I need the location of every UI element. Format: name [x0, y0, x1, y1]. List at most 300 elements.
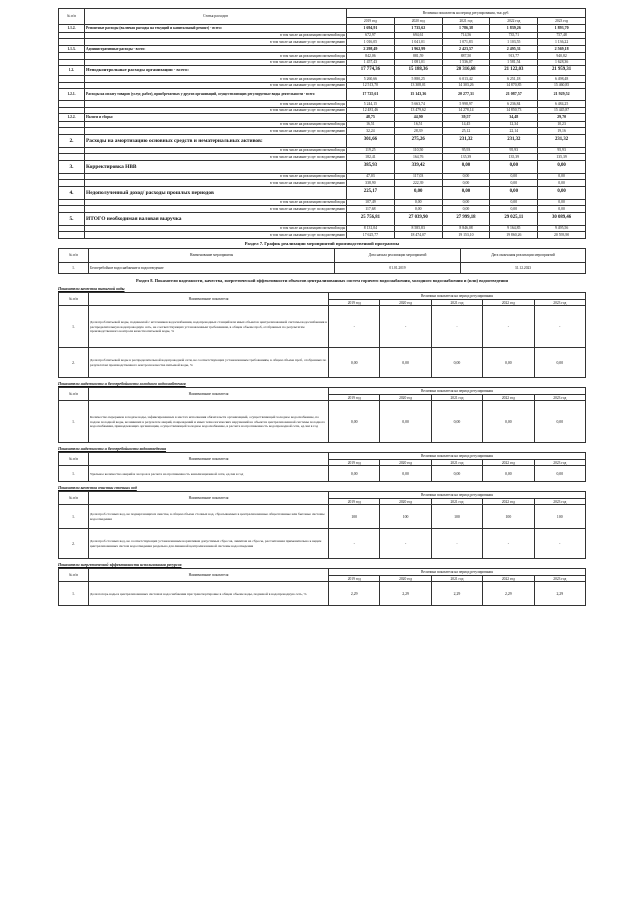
col-name-header: Наименование показателя — [89, 569, 329, 582]
row-value: 5 880,25 — [394, 76, 442, 83]
year-header: 2019 год — [329, 499, 380, 505]
row-value: 16,51 — [394, 121, 442, 128]
row-value: 100 — [534, 505, 585, 529]
row-value: 1 536,07 — [442, 59, 490, 66]
row-num: 1.1.2. — [59, 25, 85, 33]
row-value: 100 — [329, 505, 380, 529]
row-value: 5 663,74 — [394, 101, 442, 108]
row-value: 231,32 — [490, 134, 538, 147]
col-period-header: Величина показателя на период регулирования — [329, 569, 586, 576]
row-name: в том числе на оказание услуг по водоотведению — [85, 107, 347, 114]
year-header: 2020 год — [380, 395, 431, 401]
year-header: 2019 год — [347, 18, 395, 25]
section8-title: Раздел 8. Показатели надежности, качества, энергетической эффективности объектов централизованных систем горячего водоснабжения, холодного водоснабжения и (или) водоотведения — [135, 277, 509, 283]
col-num-header: № п/п — [59, 453, 89, 466]
table-row — [59, 232, 586, 239]
row-value: 0,00 — [431, 466, 482, 482]
row-name: в том числе на оказание услуг по водоотведению — [85, 154, 347, 161]
year-header: 2022 год — [483, 499, 534, 505]
row-value: 100 — [380, 505, 431, 529]
year-header: 2021 год — [431, 460, 482, 466]
row-num: 2. — [59, 529, 89, 559]
row-name: в том числе на оказание услуг по водоотведению — [85, 128, 347, 135]
year-header: 2019 год — [329, 460, 380, 466]
row-value: 0,00 — [431, 401, 482, 443]
row-value: - — [483, 529, 534, 559]
row-value: 2 495,31 — [490, 45, 538, 53]
row-value: 8 131,04 — [347, 225, 395, 232]
row-value: 0,00 — [538, 199, 586, 206]
row-value: 6 251,18 — [490, 76, 538, 83]
row-value: 13 479,62 — [394, 107, 442, 114]
row-value: 1 081,01 — [394, 59, 442, 66]
year-header: 2022 год — [483, 300, 534, 306]
expenses-table — [58, 8, 586, 239]
row-name: Удельное количество аварий и засоров в расчете на протяженность канализационной сети, ед./км в год — [89, 466, 329, 482]
row-value: 8 585,83 — [394, 225, 442, 232]
col-num-header: № п/п — [59, 492, 89, 505]
row-value: 2,29 — [380, 582, 431, 606]
row-value: 0,00 — [490, 186, 538, 199]
row-value: 0,00 — [490, 173, 538, 180]
row-value: 17 725,61 — [347, 89, 395, 101]
row-value: 135,39 — [538, 154, 586, 161]
row-value: 6 498,48 — [538, 76, 586, 83]
row-value: 27 999,18 — [442, 212, 490, 225]
row-value: 12,34 — [490, 121, 538, 128]
row-value: 100 — [483, 505, 534, 529]
table-row — [59, 505, 586, 529]
row-value: - — [329, 529, 380, 559]
row-value: 119,25 — [347, 147, 395, 154]
row-value: 19,16 — [538, 128, 586, 135]
row-value: 2 569,18 — [538, 45, 586, 53]
row-value: 0,00 — [490, 206, 538, 213]
row-name: в том числе на оказание услуг по водоотведению — [85, 82, 347, 89]
row-value: 107,49 — [347, 199, 395, 206]
row-value: 0,00 — [490, 199, 538, 206]
row-value: 887,50 — [442, 53, 490, 60]
row-value: 44,90 — [394, 114, 442, 122]
row-value: 10,23 — [538, 121, 586, 128]
year-header: 2023 год — [534, 576, 585, 582]
row-num — [59, 232, 85, 239]
row-value: 34,48 — [490, 114, 538, 122]
table-row — [59, 401, 586, 443]
row-value: 0,00 — [534, 466, 585, 482]
row-value: 0,00 — [380, 348, 431, 378]
row-value: 17 625,77 — [347, 232, 395, 239]
row-value: 1 694,91 — [347, 25, 395, 33]
table-header-row — [59, 293, 586, 300]
table-row — [59, 45, 586, 53]
col-num-header: № п/п — [59, 569, 89, 582]
row-value: 0,00 — [394, 199, 442, 206]
s7-row-start: 01.01.2019 — [335, 262, 461, 273]
row-value: 1 581,54 — [490, 59, 538, 66]
row-value: 231,32 — [442, 134, 490, 147]
col-num-header: № п/п — [59, 293, 89, 306]
row-value: 2,29 — [483, 582, 534, 606]
col-period-header: Величина показателя на период регулирования, тыс.руб. — [347, 9, 586, 18]
row-value: 0,00 — [483, 348, 534, 378]
row-name: ИТОГО необходимая валовая выручка — [85, 212, 347, 225]
row-value: 15 445,87 — [538, 107, 586, 114]
year-header: 2019 год — [329, 576, 380, 582]
row-value: 1 839,26 — [490, 25, 538, 33]
row-value: 2,29 — [534, 582, 585, 606]
row-value: 25,12 — [442, 128, 490, 135]
table-row — [59, 114, 586, 122]
row-value: 1 628,36 — [538, 59, 586, 66]
row-value: 12 481,46 — [347, 107, 395, 114]
row-value: - — [534, 529, 585, 559]
row-name: Доля проб питьевой воды, подаваемой с источников водоснабжения, водопроводных станций или иных объектов централизованной системы водоснабжения в распределительную водопроводную сеть, не соответствующих установленным требованиям, в общем объеме проб, отобранных по результатам производственного контроля качества питьевой воды, % — [89, 306, 329, 348]
row-num: 2. — [59, 348, 89, 378]
row-value: 2,29 — [431, 582, 482, 606]
year-header: 2022 год — [483, 460, 534, 466]
row-value: 1 457,43 — [347, 59, 395, 66]
row-value: 881,59 — [394, 53, 442, 60]
schedule-table — [58, 248, 586, 274]
row-value: 0,00 — [442, 186, 490, 199]
table-row — [59, 89, 586, 101]
row-num: 1. — [59, 466, 89, 482]
table-row — [59, 212, 586, 225]
s7-row-num: 1. — [59, 262, 89, 273]
row-num: 1. — [59, 582, 89, 606]
row-value: 47,03 — [347, 173, 395, 180]
year-header: 2022 год — [490, 18, 538, 25]
indicator-table — [58, 292, 586, 378]
row-value: 231,32 — [538, 134, 586, 147]
row-value: 1 016,05 — [347, 39, 395, 46]
row-value: 0,00 — [380, 466, 431, 482]
row-name: в том числе на оказание услуг по водоотведению — [85, 39, 347, 46]
year-header: 2021 год — [431, 576, 482, 582]
s7-row-name: Бесперебойное водоснабжение и водоотведение — [89, 262, 335, 273]
year-header: 2021 год — [431, 395, 482, 401]
s7-name-header: Наименование мероприятия — [89, 248, 335, 262]
row-value: 222,39 — [394, 180, 442, 187]
section8-blocks — [58, 286, 586, 606]
row-value: 0,00 — [483, 466, 534, 482]
row-value: 1 786,38 — [442, 25, 490, 33]
row-value: 100 — [431, 505, 482, 529]
indicator-table — [58, 387, 586, 443]
row-num: 1. — [59, 306, 89, 348]
year-header: 2020 год — [394, 18, 442, 25]
row-name: в том числе на реализацию питьевой воды — [85, 101, 347, 108]
year-header: 2023 год — [534, 300, 585, 306]
row-value: 14 278,14 — [442, 107, 490, 114]
row-value: 913,77 — [490, 53, 538, 60]
row-value: 714,56 — [442, 32, 490, 39]
row-value: 95,93 — [442, 147, 490, 154]
row-value: 18 474,07 — [394, 232, 442, 239]
row-value: 0,00 — [329, 466, 380, 482]
row-value: 14 870,85 — [490, 82, 538, 89]
row-value: - — [380, 306, 431, 348]
row-value: 117,68 — [347, 206, 395, 213]
row-value: 117,03 — [394, 173, 442, 180]
row-value: 1 041,01 — [394, 39, 442, 46]
table-row — [59, 348, 586, 378]
row-value: 20 593,90 — [538, 232, 586, 239]
row-name: Ремонтные расходы (включая расходы на текущий и капитальный ремонт) - всего: — [85, 25, 347, 33]
row-value: 15 143,36 — [394, 89, 442, 101]
section7-title: Раздел 7. График реализации мероприятий производственной программы — [244, 240, 400, 246]
row-value: 182,41 — [347, 154, 395, 161]
row-value: 2,29 — [329, 582, 380, 606]
row-value: 6 013,42 — [442, 76, 490, 83]
row-name: Доля проб питьевой воды в распределительной водопроводной сети, не соответствующих установленным требованиям, в общем объеме проб, отобранных по результатам производственного контроля качества питьевой воды, % — [89, 348, 329, 378]
row-value: 22,14 — [490, 128, 538, 135]
row-name: в том числе на реализацию питьевой воды — [85, 199, 347, 206]
row-value: 21 122,03 — [490, 66, 538, 76]
row-value: - — [380, 529, 431, 559]
row-value: 29,70 — [538, 114, 586, 122]
row-name: Расходы на амортизацию основных средств и нематериальных активов: — [85, 134, 347, 147]
table-row — [59, 306, 586, 348]
row-name: в том числе на реализацию питьевой воды — [85, 76, 347, 83]
row-value: 110,50 — [394, 147, 442, 154]
col-num-header: № п/п — [59, 388, 89, 401]
row-value: 14 850,73 — [490, 107, 538, 114]
year-header: 2020 год — [380, 300, 431, 306]
col-num-header: № п/п — [59, 9, 85, 25]
row-value: 0,00 — [490, 180, 538, 187]
table-row — [59, 582, 586, 606]
row-value: 135,39 — [442, 154, 490, 161]
year-header: 2020 год — [380, 499, 431, 505]
row-num: 2. — [59, 134, 85, 147]
row-value: - — [431, 529, 482, 559]
row-value: 164,76 — [394, 154, 442, 161]
row-name: Доля потерь воды в централизованных системах водоснабжения при транспортировке в общем объеме воды, поданной в водопроводную сеть, % — [89, 582, 329, 606]
row-value: 757,48 — [538, 32, 586, 39]
row-value: 225,17 — [347, 186, 395, 199]
row-name: Расходы на оплату товаров (услуг, работ), приобретаемых у других организаций, осуществляющих регулируемые виды деятельности - всего — [85, 89, 347, 101]
row-value: 25 756,81 — [347, 212, 395, 225]
row-name: в том числе на реализацию питьевой воды — [85, 53, 347, 60]
row-value: 21 959,31 — [538, 66, 586, 76]
row-value: 32,24 — [347, 128, 395, 135]
row-value: 0,00 — [394, 206, 442, 213]
row-name: в том числе на оказание услуг по водоотведению — [85, 59, 347, 66]
row-value: 735,71 — [490, 32, 538, 39]
year-header: 2023 год — [534, 499, 585, 505]
document-page — [58, 8, 586, 606]
year-header: 2019 год — [329, 395, 380, 401]
indicator-table — [58, 491, 586, 559]
row-name: Корректировка НВВ — [85, 160, 347, 173]
row-value: 20 277,31 — [442, 89, 490, 101]
row-value: 30 089,46 — [538, 212, 586, 225]
row-value: 27 039,90 — [394, 212, 442, 225]
col-period-header: Величина показателя на период регулирования — [329, 388, 586, 395]
row-value: 14,45 — [442, 121, 490, 128]
row-value: 0,00 — [538, 160, 586, 173]
row-value: 95,93 — [538, 147, 586, 154]
row-value: 5 998,97 — [442, 101, 490, 108]
row-value: 95,93 — [490, 147, 538, 154]
year-header: 2022 год — [483, 576, 534, 582]
row-value: 0,00 — [538, 173, 586, 180]
row-value: 8 846,08 — [442, 225, 490, 232]
row-value: 0,00 — [538, 206, 586, 213]
row-value: 385,93 — [347, 160, 395, 173]
row-value: 0,00 — [483, 401, 534, 443]
row-value: 694,61 — [394, 32, 442, 39]
row-value: 15 188,36 — [394, 66, 442, 76]
col-period-header: Величина показателя на период регулирования — [329, 492, 586, 499]
row-value: 842,06 — [347, 53, 395, 60]
row-value: 1 103,55 — [490, 39, 538, 46]
row-name: Административные расходы - всего: — [85, 45, 347, 53]
row-value: 338,90 — [347, 180, 395, 187]
row-value: 39,57 — [442, 114, 490, 122]
row-value: 0,00 — [442, 160, 490, 173]
col-name-header: Статья расходов — [85, 9, 347, 25]
row-value: 21 929,52 — [538, 89, 586, 101]
row-value: - — [534, 306, 585, 348]
row-value: 2 298,49 — [347, 45, 395, 53]
row-value: 2 423,57 — [442, 45, 490, 53]
year-header: 2022 год — [483, 395, 534, 401]
row-name: Недополученный доход/ расходы прошлых периодов — [85, 186, 347, 199]
row-value: 275,26 — [394, 134, 442, 147]
s7-end-header: Дата окончания реализации мероприятий — [461, 248, 586, 262]
row-value: 29 025,11 — [490, 212, 538, 225]
row-name: Доля проб сточных вод, не подвергающихся очистке, в общем объеме сточных вод, сбрасываемых в централизованные общесплавные или бытовые системы водоотведения — [89, 505, 329, 529]
year-header: 2021 год — [442, 18, 490, 25]
row-value: 672,97 — [347, 32, 395, 39]
row-value: 0,00 — [442, 173, 490, 180]
year-header: 2023 год — [534, 395, 585, 401]
row-num: 1.2. — [59, 66, 85, 76]
s7-start-header: Дата начала реализации мероприятий — [335, 248, 461, 262]
row-value: 0,00 — [394, 186, 442, 199]
col-name-header: Наименование показателя — [89, 492, 329, 505]
row-value: 28,39 — [394, 128, 442, 135]
col-period-header: Величина показателя на период регулирования — [329, 453, 586, 460]
indicator-block-heading: Показатели качества очистки сточных вод — [58, 485, 137, 491]
table-header-row — [59, 388, 586, 395]
row-value: - — [483, 306, 534, 348]
row-value: - — [329, 306, 380, 348]
row-value: - — [431, 306, 482, 348]
indicator-table — [58, 452, 586, 482]
s7-row-end: 31.12.2023 — [461, 262, 586, 273]
row-value: 0,00 — [442, 206, 490, 213]
row-name: в том числе на реализацию питьевой воды — [85, 225, 347, 232]
row-value: 6 236,84 — [490, 101, 538, 108]
table-header-row — [59, 453, 586, 460]
row-value: 1 735,62 — [394, 25, 442, 33]
row-num: 1. — [59, 505, 89, 529]
row-value: 1 071,83 — [442, 39, 490, 46]
indicator-block-heading: Показатели качества питьевой воды — [58, 286, 125, 292]
row-value: 0,00 — [442, 180, 490, 187]
row-name: Доля проб сточных вод, не соответствующих установленным нормативам допустимых сбросов, лимитам на сбросы, рассчитанная применительно к видам централизованных систем водоотведения раздельно для ливневой централизованной системы водоотведения — [89, 529, 329, 559]
row-value: 17 774,36 — [347, 66, 395, 76]
row-name: в том числе на оказание услуг по водоотведению — [85, 232, 347, 239]
row-value: 12 513,70 — [347, 82, 395, 89]
year-header: 2020 год — [380, 460, 431, 466]
row-value: 19 860,26 — [490, 232, 538, 239]
row-value: 301,66 — [347, 134, 395, 147]
row-value: 0,00 — [329, 401, 380, 443]
year-header: 2019 год — [329, 300, 380, 306]
table-row — [59, 262, 586, 273]
row-value: 0,00 — [538, 186, 586, 199]
row-value: 20 316,68 — [442, 66, 490, 76]
row-name: Налоги и сборы: — [85, 114, 347, 122]
col-period-header: Величина показателя на период регулирования — [329, 293, 586, 300]
row-value: 1 893,70 — [538, 25, 586, 33]
row-value: 0,00 — [534, 348, 585, 378]
row-value: 1 136,22 — [538, 39, 586, 46]
table-row — [59, 186, 586, 199]
row-value: 6 484,25 — [538, 101, 586, 108]
indicator-block-heading: Показатели энергетической эффективности использования ресурсов — [58, 562, 182, 568]
row-value: 9 164,85 — [490, 225, 538, 232]
table-row — [59, 25, 586, 33]
row-num: 5. — [59, 212, 85, 225]
row-num: 1.1.3. — [59, 45, 85, 53]
row-value: 14 303,26 — [442, 82, 490, 89]
row-value: 0,00 — [431, 348, 482, 378]
row-value: 0,00 — [380, 401, 431, 443]
row-name: в том числе на реализацию питьевой воды — [85, 121, 347, 128]
row-value: 9 495,56 — [538, 225, 586, 232]
row-value: 0,00 — [538, 180, 586, 187]
row-value: 19 153,10 — [442, 232, 490, 239]
year-header: 2021 год — [431, 499, 482, 505]
table-header-row — [59, 569, 586, 576]
indicator-block-heading: Показатели надежности и бесперебойности холодного водоснабжения — [58, 381, 186, 387]
row-value: 0,00 — [329, 348, 380, 378]
year-header: 2020 год — [380, 576, 431, 582]
row-name: Количество перерывов в подаче воды, зафиксированных в местах исполнения обязательств организацией, осуществляющей холодное водоснабжение, по подаче холодной воды, возникших в результате аварий, повреждений и иных технологических нарушений на объектах централизованной системы холодного водоснабжения, принадлежащих организации, осуществляющей холодное водоснабжение, в расчете на протяженность водопроводной сети, ед./км в год — [89, 401, 329, 443]
year-header: 2023 год — [534, 460, 585, 466]
s7-num-header: № п/п — [59, 248, 89, 262]
table-row — [59, 529, 586, 559]
year-header: 2023 год — [538, 18, 586, 25]
row-num: 1.2.1. — [59, 89, 85, 101]
row-value: 0,00 — [490, 160, 538, 173]
year-header: 2021 год — [431, 300, 482, 306]
table-row — [59, 466, 586, 482]
table-row — [59, 66, 586, 76]
row-num: 3. — [59, 160, 85, 173]
row-value: 5 260,66 — [347, 76, 395, 83]
row-name: Неподконтрольные расходы организации - всего: — [85, 66, 347, 76]
row-value: 48,75 — [347, 114, 395, 122]
row-value: 940,82 — [538, 53, 586, 60]
col-name-header: Наименование показателя — [89, 453, 329, 466]
row-value: 5 244,15 — [347, 101, 395, 108]
row-num: 1.2.2. — [59, 114, 85, 122]
row-name: в том числе на реализацию питьевой воды — [85, 173, 347, 180]
row-value: 0,00 — [534, 401, 585, 443]
row-value: 21 087,57 — [490, 89, 538, 101]
row-value: 15 460,85 — [538, 82, 586, 89]
row-value: 1 962,99 — [394, 45, 442, 53]
row-name: в том числе на оказание услуг по водоотведению — [85, 180, 347, 187]
row-value: 0,00 — [442, 199, 490, 206]
